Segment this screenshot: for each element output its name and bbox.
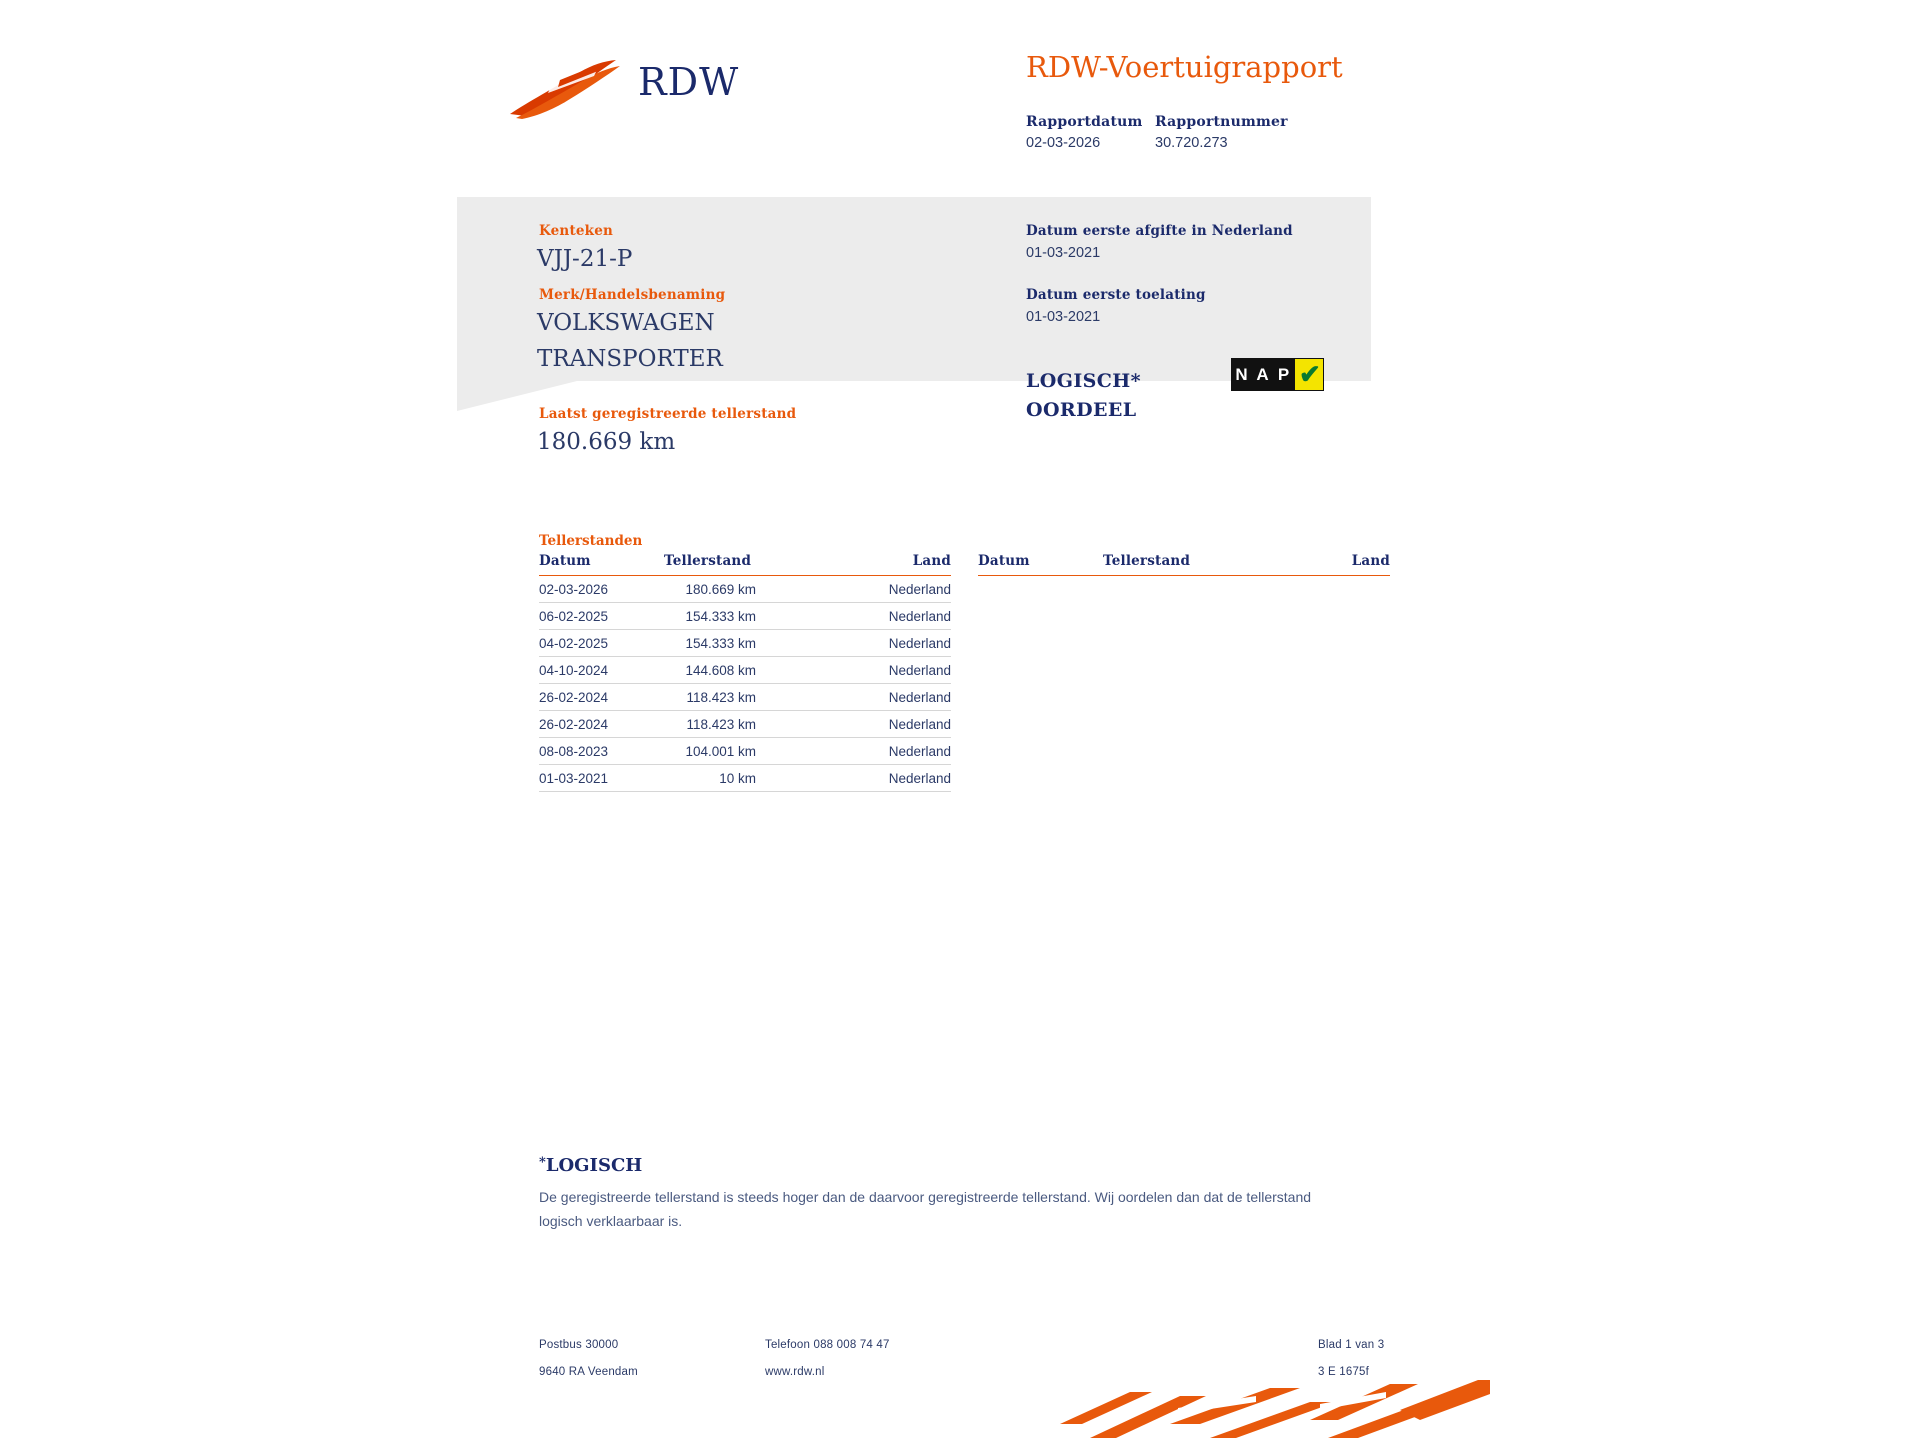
report-title: RDW-Voertuigrapport [1026, 50, 1343, 84]
cell-country: Nederland [814, 684, 951, 711]
verdict-line-2: OORDEEL [1026, 399, 1137, 421]
table-row [539, 630, 951, 657]
licence-value: VJJ-21-P [537, 246, 633, 272]
first-nl-registration-label: Datum eerste afgifte in Nederland [1026, 223, 1293, 239]
cell-country: Nederland [814, 657, 951, 684]
footer-doc-code: 3 E 1675f [1318, 1366, 1370, 1378]
cell-odometer: 154.333 km [664, 603, 814, 630]
first-admission-value: 01-03-2021 [1026, 309, 1101, 325]
report-date-label: Rapportdatum [1026, 114, 1143, 130]
nap-check-box [1294, 358, 1324, 391]
cell-odometer: 154.333 km [664, 630, 814, 657]
footer-page-number: Blad 1 van 3 [1318, 1339, 1385, 1351]
table-row [539, 603, 951, 630]
table-row [539, 711, 951, 738]
table-row [539, 765, 951, 792]
footnote-body: De geregistreerde tellerstand is steeds hoger dan de daarvoor geregistreerde tellerstand. Wij oordelen dan dat de tellerstand logisch verklaarbaar is. [539, 1189, 1312, 1229]
table-row [539, 657, 951, 684]
first-admission-label: Datum eerste toelating [1026, 287, 1206, 303]
footer-phone: Telefoon 088 008 74 47 [765, 1339, 890, 1351]
column-header-odometer: Tellerstand [1103, 553, 1253, 576]
cell-date: 26-02-2024 [539, 684, 664, 711]
cell-date: 04-02-2025 [539, 630, 664, 657]
cell-date: 06-02-2025 [539, 603, 664, 630]
cell-country: Nederland [814, 603, 951, 630]
cell-odometer: 144.608 km [664, 657, 814, 684]
report-date-value: 02-03-2026 [1026, 135, 1101, 151]
rdw-logo-text: RDW [638, 60, 740, 104]
rdw-logo [508, 38, 758, 118]
licence-label: Kenteken [539, 223, 614, 239]
bottom-decoration-icon [1060, 1380, 1490, 1440]
column-header-country: Land [814, 553, 951, 576]
last-odometer-label: Laatst geregistreerde tellerstand [539, 406, 797, 422]
nap-logo [1231, 358, 1324, 391]
cell-odometer: 104.001 km [664, 738, 814, 765]
column-header-odometer: Tellerstand [664, 553, 814, 576]
cell-country: Nederland [814, 711, 951, 738]
cell-country: Nederland [814, 630, 951, 657]
column-header-country: Land [1253, 553, 1390, 576]
table-row [539, 576, 951, 603]
cell-date: 26-02-2024 [539, 711, 664, 738]
odometer-table-right [978, 553, 1390, 576]
table-row [539, 738, 951, 765]
odometer-table-body [539, 576, 951, 792]
report-number-value: 30.720.273 [1155, 135, 1228, 151]
cell-country: Nederland [814, 576, 951, 603]
first-nl-registration-value: 01-03-2021 [1026, 245, 1101, 261]
cell-odometer: 180.669 km [664, 576, 814, 603]
footer-address-1: Postbus 30000 [539, 1339, 619, 1351]
last-odometer-value: 180.669 km [537, 429, 676, 455]
odometer-table-title: Tellerstanden [539, 533, 643, 549]
nap-letter-a: A [1252, 358, 1273, 391]
make-label: Merk/Handelsbenaming [539, 287, 726, 303]
column-header-date: Datum [978, 553, 1103, 576]
cell-date: 04-10-2024 [539, 657, 664, 684]
cell-country: Nederland [814, 738, 951, 765]
footnote-title-text: LOGISCH [545, 1155, 643, 1176]
table-header-row [978, 553, 1390, 576]
cell-country: Nederland [814, 765, 951, 792]
cell-odometer: 118.423 km [664, 684, 814, 711]
odometer-table-left [539, 553, 951, 792]
rdw-logo-icon [508, 58, 628, 120]
check-icon: ✔ [1299, 359, 1321, 389]
verdict-block [1026, 367, 1141, 425]
table-header-row [539, 553, 951, 576]
cell-odometer: 118.423 km [664, 711, 814, 738]
footer-address-2: 9640 RA Veendam [539, 1366, 638, 1378]
cell-odometer: 10 km [664, 765, 814, 792]
verdict-line-1: LOGISCH* [1026, 370, 1141, 392]
report-number-label: Rapportnummer [1155, 114, 1288, 130]
table-row [539, 684, 951, 711]
footnote-title [539, 1155, 642, 1176]
footnote-star: * [539, 1155, 546, 1170]
cell-date: 01-03-2021 [539, 765, 664, 792]
make-value-line1: VOLKSWAGEN [537, 310, 715, 336]
footer-website[interactable]: www.rdw.nl [765, 1366, 825, 1378]
cell-date: 08-08-2023 [539, 738, 664, 765]
nap-letter-p: P [1273, 358, 1294, 391]
column-header-date: Datum [539, 553, 664, 576]
make-value-line2: TRANSPORTER [537, 346, 723, 372]
nap-letter-n: N [1231, 358, 1252, 391]
cell-date: 02-03-2026 [539, 576, 664, 603]
